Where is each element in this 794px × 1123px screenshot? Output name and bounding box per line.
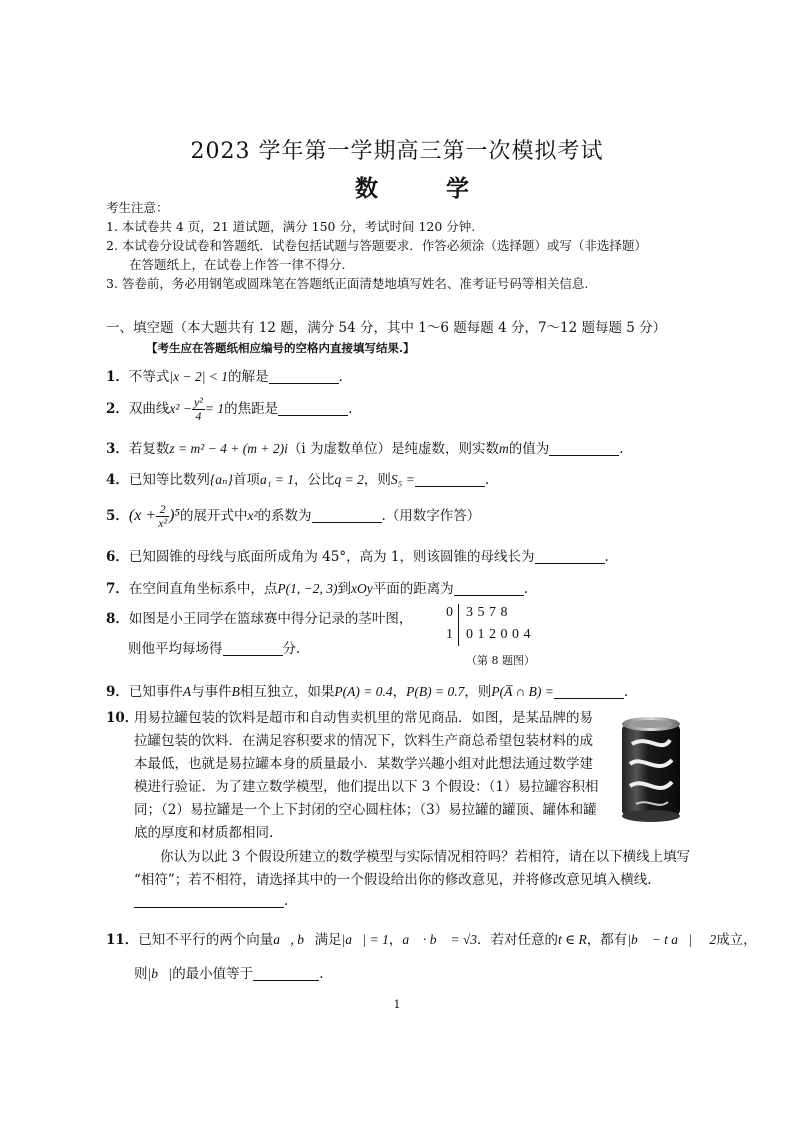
question-number: 3．: [106, 441, 129, 457]
answer-blank[interactable]: [134, 893, 284, 908]
question-text: 首项: [232, 472, 260, 488]
leaf-values: 3 5 7 8: [466, 605, 508, 620]
question-text: 的最小值等于: [172, 966, 254, 982]
exam-title: 2023 学年第一学期高三第一次模拟考试: [190, 139, 604, 164]
fraction: [192, 396, 205, 423]
question-text: .: [604, 549, 609, 565]
question-7: [106, 577, 528, 597]
question-10-para2: 你认为以此 3 个假设所建立的数学模型与实际情况相符吗？若相符，请在以下横线上填写: [160, 849, 691, 865]
answer-blank[interactable]: [549, 441, 619, 456]
stem-value: 0: [446, 605, 453, 620]
stem-value: 1: [446, 627, 453, 642]
question-text: 的解是: [228, 369, 269, 385]
fraction: [156, 503, 169, 530]
fraction-denominator: 4: [195, 409, 202, 423]
question-text: .: [523, 581, 529, 597]
math-variable: m: [499, 441, 509, 456]
question-text: 满足: [314, 932, 342, 948]
answer-blank[interactable]: [253, 966, 319, 981]
notice-heading: 考生注意：: [106, 200, 169, 215]
question-text: 与事件: [191, 684, 232, 700]
question-8-line-2: [128, 637, 300, 657]
math-expression: q = 2: [334, 472, 364, 487]
fraction-numerator: y²: [193, 395, 203, 409]
question-10-line: 拉罐包装的饮料．在满足容积要求的情况下，饮料生产商总希望包装材料的成: [134, 733, 593, 749]
question-5: [106, 503, 480, 530]
question-text: .: [348, 401, 353, 417]
figure-caption: （第 8 题图）: [466, 654, 535, 667]
answer-blank[interactable]: [554, 684, 624, 699]
question-text: 不等式: [128, 369, 170, 385]
question-11-line-2: [134, 962, 323, 982]
question-number: 8．: [106, 611, 129, 627]
question-text: .: [619, 441, 624, 457]
question-text: ，: [392, 684, 407, 700]
question-11: [106, 928, 757, 948]
question-1: [106, 365, 343, 385]
math-expression: P(1, −2, 3): [277, 581, 338, 596]
question-text: ，都有: [586, 932, 628, 948]
notice-item-2-cont: 在答题纸上，在试卷上作答一律不得分.: [129, 257, 346, 272]
question-text: 已知事件: [128, 684, 183, 700]
stem-leaf-plot: [440, 604, 570, 648]
question-10-answer: [134, 893, 288, 909]
question-text: 分.: [282, 641, 301, 657]
question-text: ．若对任意的: [477, 932, 559, 948]
answer-blank[interactable]: [312, 508, 382, 523]
math-expression: xOy: [351, 581, 373, 596]
math-variable: B: [231, 684, 240, 699]
question-text: .: [623, 684, 629, 700]
notice-item-3: 3. 答卷前，务必用钢笔或圆珠笔在答题纸正面清楚地填写姓名、准考证号码等相关信息.: [106, 276, 589, 291]
question-text: 到: [337, 581, 352, 597]
question-text: 已知圆锥的母线与底面所成角为 45°，高为 1，则该圆锥的母线长为: [128, 549, 535, 565]
question-10-line: 本最低，也就是易拉罐本身的质量最小．某数学兴趣小组对此想法通过数学建: [134, 756, 593, 772]
question-text: ，则: [363, 472, 391, 488]
question-text: 的系数为: [257, 508, 312, 524]
question-number: 2．: [106, 401, 129, 417]
leaf-values: 0 1 2 0 0 4: [466, 627, 531, 642]
question-text: .: [284, 893, 289, 909]
question-3: [106, 437, 624, 457]
question-text: 成立，: [716, 932, 757, 948]
answer-blank[interactable]: [269, 369, 339, 384]
math-expression: |b⃗ − t a⃗| ⩾ 2: [627, 932, 717, 947]
answer-blank[interactable]: [415, 472, 485, 487]
math-expression: P(B) = 0.7: [406, 684, 465, 699]
math-expression: a₁ = 1: [259, 472, 294, 487]
question-number: 11．: [106, 932, 139, 948]
question-text: 的值为: [508, 441, 550, 457]
question-text: 若复数: [128, 441, 170, 457]
question-number: 6．: [106, 549, 129, 565]
section-instruction: 【考生应在答题纸相应编号的空格内直接填写结果.】: [146, 341, 415, 355]
math-expression: |a⃗| = 1: [341, 932, 389, 947]
math-expression: z = m² − 4 + (m + 2)i: [169, 441, 288, 456]
math-expression: P(A̅ ∩ B) =: [491, 684, 554, 699]
answer-blank[interactable]: [223, 641, 283, 656]
math-variable: A: [182, 684, 192, 699]
subject-title: 数 学: [354, 175, 499, 202]
fraction-denominator: x²: [158, 516, 168, 530]
question-text: ，: [388, 932, 403, 948]
question-10-line: 同；（2）易拉罐是一个上下封闭的空心圆柱体；（3）易拉罐的罐顶、罐体和罐: [134, 802, 597, 818]
math-expression: S₅ =: [390, 472, 415, 487]
question-text: .: [484, 472, 490, 488]
question-number: 9．: [106, 684, 129, 700]
question-10-para2: “相符”；若不相符，请选择其中的一个假设给出你的修改意见，并将修改意见填入横线.: [134, 872, 652, 888]
question-text: .: [338, 369, 343, 385]
question-text: 相互独立，如果: [239, 684, 335, 700]
question-6: [106, 545, 609, 565]
math-expression: a⃗ · b⃗ = √3: [402, 932, 478, 947]
question-text: 则: [134, 966, 148, 982]
question-text: .（用数字作答）: [381, 508, 481, 524]
math-expression: |x − 2| < 1: [169, 369, 229, 384]
question-text: 如图是小王同学在篮球赛中得分记录的茎叶图，: [128, 611, 413, 627]
math-expression: x² −: [169, 401, 192, 416]
soda-can-image: [618, 714, 684, 824]
question-text: 双曲线: [128, 401, 170, 417]
question-number: 1．: [106, 369, 129, 385]
math-expression: x²: [247, 508, 258, 523]
question-text: 已知不平行的两个向量: [138, 932, 274, 948]
question-10-line: 用易拉罐包装的饮料是超市和自动售卖机里的常见商品．如图，是某品牌的易: [134, 710, 593, 726]
math-expression: {aₙ}: [209, 472, 233, 487]
question-text: 的焦距是: [224, 401, 279, 417]
question-8-line-1: [106, 607, 412, 627]
question-text: ，公比: [294, 472, 335, 488]
question-text: 已知等比数列: [128, 472, 210, 488]
answer-blank[interactable]: [535, 549, 605, 564]
fraction-numerator: 2: [156, 503, 169, 517]
notice-item-1: 1. 本试卷共 4 页，21 道试题，满分 150 分，考试时间 120 分钟.: [106, 219, 476, 234]
question-4: [106, 468, 489, 488]
question-number: 4．: [106, 472, 129, 488]
math-expression: P(A) = 0.4: [334, 684, 393, 699]
question-number: 10．: [106, 710, 139, 726]
question-text: 在空间直角坐标系中，点: [128, 581, 278, 597]
math-expression: (x +: [128, 507, 157, 524]
question-2: [106, 396, 352, 423]
question-number: 5．: [106, 508, 129, 524]
math-expression: )⁵: [169, 507, 180, 524]
answer-blank[interactable]: [278, 401, 348, 416]
question-text: .: [319, 966, 324, 982]
question-text: ，则: [464, 684, 492, 700]
notice-item-2: 2. 本试卷分设试卷和答题纸．试卷包括试题与答题要求．作答必须涂（选择题）或写（非选择题）: [106, 238, 647, 253]
answer-blank[interactable]: [454, 581, 524, 596]
question-text: 平面的距离为: [372, 581, 454, 597]
math-expression: |b⃗|: [147, 966, 173, 981]
math-expression: t ∈ R: [558, 932, 587, 947]
math-expression: = 1: [204, 401, 225, 416]
section-heading: 一、填空题（本大题共有 12 题，满分 54 分，其中 1～6 题每题 4 分，7～12 题每题 5 分）: [106, 320, 667, 336]
page-number: 1: [393, 998, 401, 1011]
question-text: （i 为虚数单位）是纯虚数，则实数: [287, 441, 499, 457]
question-text: 则他平均每场得: [128, 641, 223, 657]
question-number: 7．: [106, 581, 129, 597]
question-9: [106, 680, 628, 700]
question-text: 的展开式中: [179, 508, 248, 524]
question-10-line: 底的厚度和材质都相同.: [134, 825, 274, 841]
math-expression: a⃗, b⃗: [273, 932, 315, 947]
question-10-line: 模进行验证．为了建立数学模型，他们提出以下 3 个假设：（1）易拉罐容积相: [134, 779, 599, 795]
stem-divider: [458, 604, 459, 646]
